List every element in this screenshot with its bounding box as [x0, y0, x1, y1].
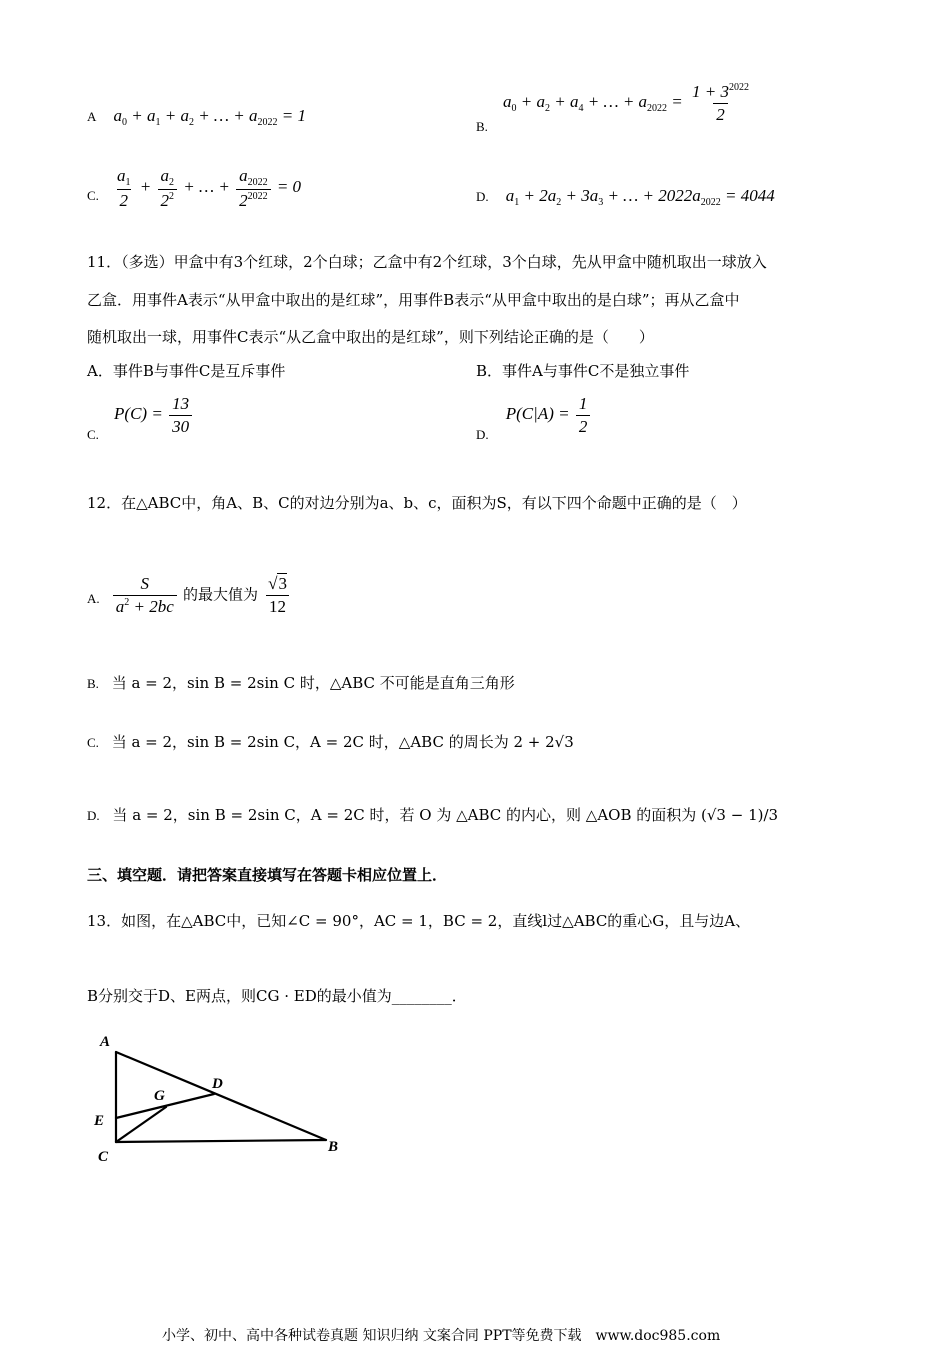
- q11-line-1: 11．（多选）甲盒中有3个红球，2个白球；乙盒中有2个红球，3个白球，先从甲盒中随机取出一球放入: [87, 253, 767, 271]
- option-label: C.: [87, 735, 99, 750]
- q10-c-expr: $\frac{a_1}{2}$ + $\frac{a_2}{2^2}$ + … + $\frac{a_{2022}}{2^{2022}}$ = 0: [117, 166, 302, 210]
- option-label: D.: [476, 427, 489, 443]
- q10-option-b: [476, 82, 754, 135]
- page-footer: 小学、初中、高中各种试卷真题 知识归纳 文案合同 PPT等免费下载 www.doc985.com: [162, 1328, 721, 1344]
- label-b: B: [328, 1139, 339, 1155]
- q10-a-expr: $a_0 + a_1 + a_2$ + … + $a_{2022} = 1$: [113, 106, 306, 128]
- q11-option-c: [87, 394, 194, 443]
- q11-c-expr: P(C) = $\frac{13}{30}$: [114, 404, 194, 423]
- q12-option-c: [87, 731, 574, 752]
- option-label: D.: [87, 808, 100, 823]
- q12-option-a: [87, 574, 292, 617]
- q10-option-a: [87, 106, 306, 128]
- q12-option-d: [87, 804, 778, 825]
- q10-option-d: [476, 186, 775, 208]
- q12-c-text: 当 a = 2，sin B = 2sin C，A = 2C 时，△ABC 的周长为 2 + 2√3: [111, 733, 574, 751]
- q10-b-expr: $a_0 + a_2 + a_4$ + … + $a_{2022}$ = $\frac{1 + 3^{2022}}{2}$: [503, 82, 750, 124]
- q11-d-expr: P(C|A) = $\frac{1}{2}$: [506, 404, 593, 423]
- q11-line-2: 乙盒．用事件A表示“从甲盒中取出的是红球”，用事件B表示“从甲盒中取出的是白球”；再从乙盒中: [87, 291, 740, 309]
- q12-stem: 12．在△ABC中，角A、B、C的对边分别为a、b、c，面积为S，有以下四个命题中正确的是（ ）: [87, 494, 747, 512]
- q11-option-a: A．事件B与事件C是互斥事件: [87, 362, 286, 380]
- q10-d-expr: $a_1 + 2a_2 + 3a_3$ + … + $2022a_{2022} = 4044$: [505, 186, 775, 208]
- option-label: C.: [87, 427, 99, 443]
- option-label: A.: [87, 591, 100, 607]
- option-label: D.: [476, 189, 489, 204]
- label-a: A: [100, 1034, 111, 1050]
- option-label: A: [87, 109, 97, 124]
- segment-ab: [116, 1052, 326, 1140]
- q11-option-d: [476, 394, 592, 443]
- q10-option-c: [87, 166, 301, 211]
- option-label: C.: [87, 188, 99, 204]
- q12-d-text: 当 a = 2，sin B = 2sin C，A = 2C 时，若 O 为 △ABC 的内心，则 △AOB 的面积为 (√3 − 1)/3: [112, 806, 779, 824]
- q12-b-text: 当 a = 2，sin B = 2sin C 时，△ABC 不可能是直角三角形: [111, 674, 515, 692]
- q12-a-value: $\frac{√3}{12}$: [263, 584, 292, 603]
- q12-option-b: [87, 672, 515, 693]
- q11-option-b: B．事件A与事件C不是独立事件: [476, 362, 690, 380]
- section-heading: 三、填空题．请把答案直接填写在答题卡相应位置上．: [87, 866, 448, 884]
- q13-line-2: B分别交于D、E两点，则CG · ED的最小值为________．: [87, 987, 467, 1005]
- label-d: D: [212, 1076, 223, 1092]
- q11-line-3: 随机取出一球，用事件C表示“从乙盒中取出的是红球”，则下列结论正确的是（ ）: [87, 328, 654, 346]
- q12-a-text: 的最大值为: [183, 585, 259, 604]
- option-label: B.: [87, 676, 99, 691]
- q13-line-1: 13．如图，在△ABC中，已知∠C = 90°，AC = 1，BC = 2，直线l过△ABC的重心G，且与边A、: [87, 912, 751, 930]
- q12-a-fraction: $\frac{S}{a^2 + 2bc}$: [111, 584, 183, 603]
- option-label: B.: [476, 119, 488, 135]
- label-c: C: [98, 1149, 109, 1165]
- segment-cb: [116, 1140, 326, 1142]
- label-g: G: [154, 1088, 165, 1104]
- segment-ed: [116, 1094, 214, 1118]
- label-e: E: [94, 1113, 105, 1129]
- triangle-figure: [90, 1028, 360, 1168]
